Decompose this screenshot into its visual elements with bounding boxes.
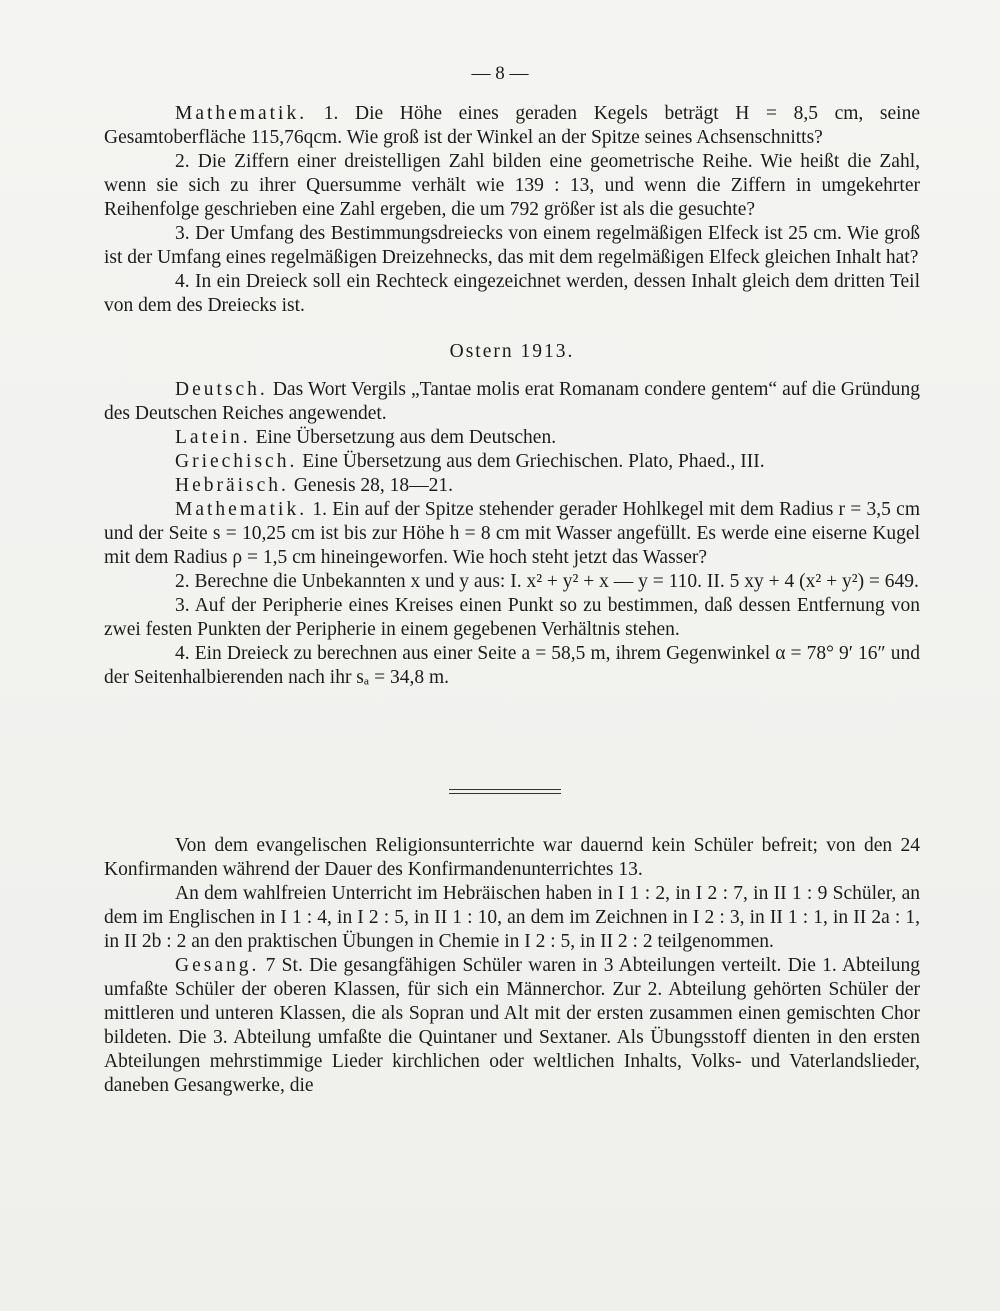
math2-task-3: 3. Auf der Peripherie eines Kreises einen Punkt so zu bestimmen, daß dessen Entfernung von zwei festen Punkten der Peripherie in einem gegebenen Verhältnis stehen.	[104, 595, 920, 640]
elective-paragraph: An dem wahlfreien Unterricht im Hebräischen haben in I 1 : 2, in I 2 : 7, in II 1 : 9 Schüler, an dem im Englischen in I 1 : 4, in I 2 : 5, in II 1 : 10, an dem im Zeichnen in I 2 : 3, in II 1 : 1, in II 2a : 1, in II 2b : 2 an den praktischen Übungen in Chemie in I 2 : 5, in II 2 : 2 teilgenommen.	[104, 883, 920, 952]
math-task-3: 3. Der Umfang des Bestimmungsdreiecks von einem regelmäßigen Elfeck ist 25 cm. Wie groß ist der Umfang eines regelmäßigen Dreizehnecks, das mit dem regelmäßigen Elfeck gleichen Inhalt hat?	[104, 223, 920, 268]
gesang-paragraph: Gesang. 7 St. Die gesangfähigen Schüler waren in 3 Abteilungen verteilt. Die 1. Abteilung umfaßte Schüler der oberen Klassen, für sich ein Männerchor. Zur 2. Abteilung gehörten Schüler der mittleren und unteren Klassen, die als Sopran und Alt mit der ersten zusammen einen gemischten Chor bildeten. Die 3. Abteilung umfaßte die Quintaner und Sextaner. Als Übungsstoff dienten in den ersten Abteilungen mehrstimmige Lieder kirchlichen oder weltlichen Inhalts, Volks- und Vaterlandslieder, daneben Gesangwerke, die	[104, 955, 920, 1096]
section-heading-ostern-1913: Ostern 1913.	[449, 341, 575, 362]
subject-label-deutsch: Deutsch.	[175, 379, 268, 400]
math2-task-4: 4. Ein Dreieck zu berechnen aus einer Seite a = 58,5 m, ihrem Gegenwinkel α = 78° 9′ 16″ und der Seitenhalbierenden nach ihr sₐ = 34,8 m.	[104, 643, 920, 688]
subject-label-gesang: Gesang.	[175, 955, 260, 976]
math-task-1: Mathematik. 1. Die Höhe eines geraden Kegels beträgt H = 8,5 cm, seine Gesamtoberfläche 115,76qcm. Wie groß ist der Winkel an der Spitze seines Achsenschnitts?	[104, 103, 920, 148]
griechisch-task: Griechisch. Eine Übersetzung aus dem Griechischen. Plato, Phaed., III.	[175, 451, 765, 472]
religion-paragraph: Von dem evangelischen Religionsunterrichte war dauernd kein Schüler befreit; von den 24 Konfirmanden während der Dauer des Konfirmandenunterrichtes 13.	[104, 835, 920, 880]
subject-label-mathematik: Mathematik.	[175, 103, 308, 124]
report-block	[104, 834, 920, 1098]
subject-label-latein: Latein.	[175, 427, 251, 448]
math2-task-1: Mathematik. 1. Ein auf der Spitze stehender gerader Hohlkegel mit dem Radius r = 3,5 cm und der Seite s = 10,25 cm ist bis zur Höhe h = 8 cm mit Wasser angefüllt. Es werde eine eiserne Kugel mit dem Radius ρ = 1,5 cm hineingeworfen. Wie hoch steht jetzt das Wasser?	[104, 499, 920, 568]
divider-rule	[449, 789, 561, 790]
math-task-2: 2. Die Ziffern einer dreistelligen Zahl bilden eine geometrische Reihe. Wie heißt die Zahl, wenn sie sich zu ihrer Quersumme verhält wie 139 : 13, und wenn die Ziffern in umgekehrter Reihenfolge geschrieben eine Zahl ergeben, die um 792 größer ist als die gesuchte?	[104, 151, 920, 220]
subject-label-griechisch: Griechisch.	[175, 451, 298, 472]
hebraeisch-task: Hebräisch. Genesis 28, 18—21.	[175, 475, 454, 496]
divider-rule-second	[449, 793, 561, 794]
math2-task-2: 2. Berechne die Unbekannten x und y aus: I. x² + y² + x — y = 110. II. 5 xy + 4 (x² + y²) = 649.	[175, 571, 919, 592]
math-task-4: 4. In ein Dreieck soll ein Rechteck eingezeichnet werden, dessen Inhalt gleich dem dritten Teil von dem des Dreiecks ist.	[104, 271, 920, 316]
deutsch-task: Deutsch. Das Wort Vergils „Tantae molis erat Romanam condere gentem“ auf die Gründung des Deutschen Reiches angewendet.	[104, 379, 920, 424]
page-number: — 8 —	[471, 63, 529, 84]
subject-label-hebraeisch: Hebräisch.	[175, 475, 289, 496]
exam-tasks-block-1	[104, 102, 920, 690]
latein-task: Latein. Eine Übersetzung aus dem Deutschen.	[175, 427, 557, 448]
subject-label-mathematik-2: Mathematik.	[175, 499, 308, 520]
